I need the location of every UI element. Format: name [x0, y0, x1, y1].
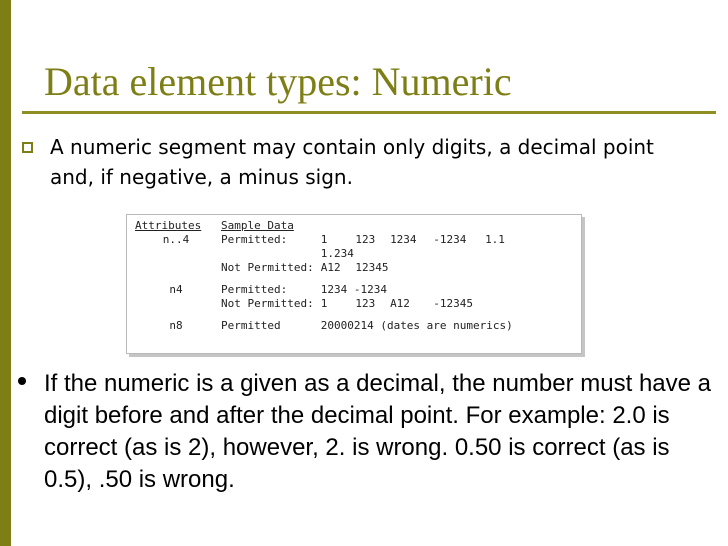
- value-cell: 1.234: [320, 247, 354, 260]
- value-cell: 1234 -1234: [320, 283, 387, 296]
- value-cell: A12: [320, 261, 341, 274]
- attr-cell: n..4: [162, 233, 190, 246]
- attr-cell: n8: [169, 319, 183, 332]
- value-cell: 1: [320, 297, 328, 310]
- value-cell: -12345: [433, 297, 474, 310]
- label-cell: Permitted:: [221, 283, 288, 296]
- label-cell: Permitted: [221, 319, 281, 332]
- value-cell: 12345: [355, 261, 389, 274]
- round-bullet-icon: [18, 377, 26, 385]
- left-accent-bar: [0, 0, 11, 546]
- label-cell: Not Permitted:: [221, 297, 314, 310]
- value-cell: 20000214 (dates are numerics): [320, 319, 513, 332]
- table-header-row: [135, 219, 520, 233]
- value-cell: -1234: [433, 233, 467, 246]
- square-bullet-icon: [22, 142, 33, 153]
- table-row: [135, 283, 520, 297]
- bullet-numeric-segment: A numeric segment may contain only digits, a decimal point and, if negative, a minus sign.: [50, 135, 654, 189]
- table-row: [135, 319, 520, 333]
- table-row: [135, 247, 520, 261]
- slide-title: Data element types: Numeric: [44, 59, 512, 104]
- title-underline: [22, 111, 716, 114]
- value-cell: A12: [390, 297, 410, 310]
- value-cell: 1: [320, 233, 328, 246]
- label-cell: Permitted:: [221, 233, 288, 246]
- value-cell: 1.1: [485, 233, 505, 246]
- header-sample-data: Sample Data: [221, 219, 294, 232]
- value-cell: 123: [355, 233, 376, 246]
- header-attributes: Attributes: [135, 219, 202, 232]
- label-cell: Not Permitted:: [221, 261, 314, 274]
- attr-cell: n4: [169, 283, 183, 296]
- value-cell: 123: [355, 297, 376, 310]
- table-row: [135, 233, 520, 247]
- value-cell: 1234: [390, 233, 417, 246]
- sample-data-grid: [135, 219, 520, 333]
- table-row: [135, 261, 520, 275]
- sample-data-table: [126, 214, 582, 354]
- bullet-decimal-rule: If the numeric is a given as a decimal, the number must have a digit before and after the decimal point. For example: 2.0 is correct (as is 2), however, 2. is wrong. 0.50 is correct (as is 0.5), .50 is wrong.: [44, 370, 711, 493]
- table-row: [135, 297, 520, 311]
